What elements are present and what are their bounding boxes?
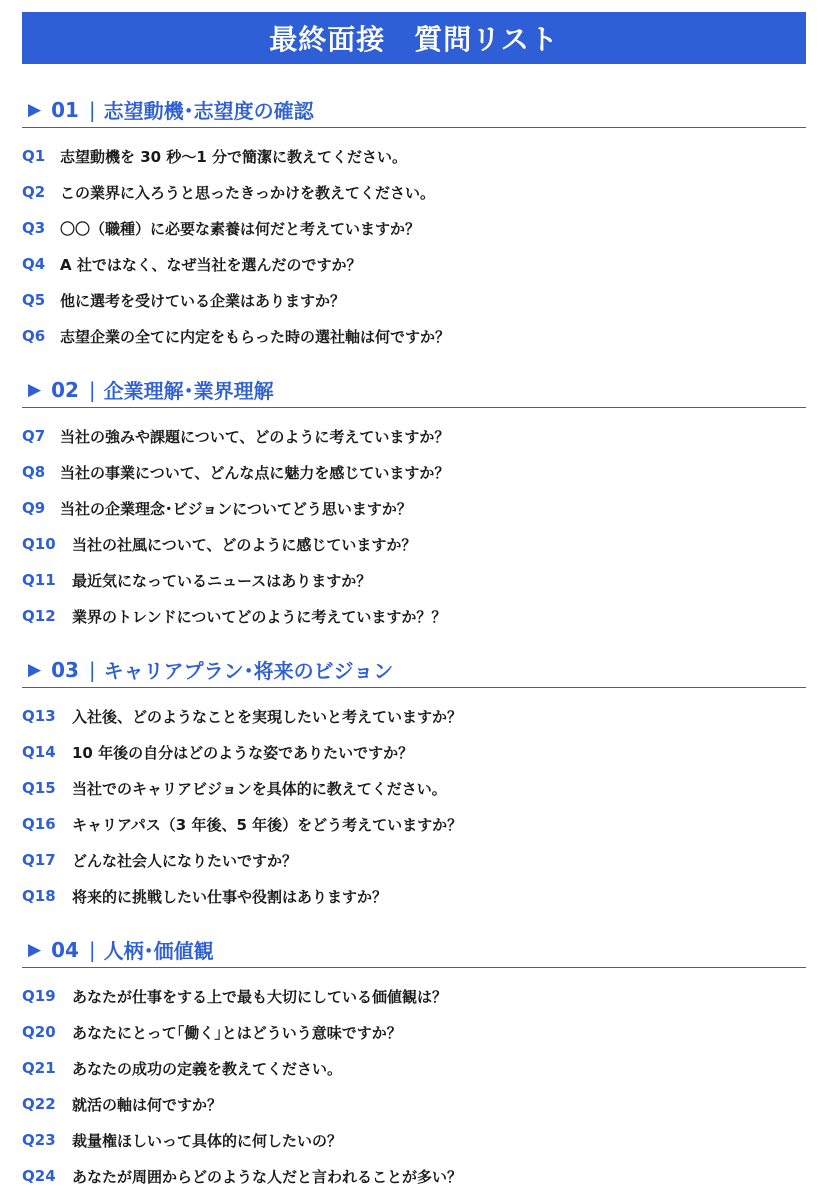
question-number: Q7 — [22, 427, 46, 445]
question-list — [22, 138, 806, 354]
question-item — [22, 562, 806, 598]
question-text: 志望動機を 30 秒〜1 分で簡潔に教えてください。 — [60, 147, 407, 166]
question-text: 当社でのキャリアビジョンを具体的に教えてください。 — [72, 779, 447, 798]
question-text: 他に選考を受けている企業はありますか？ — [60, 291, 346, 310]
section-03 — [22, 652, 806, 914]
section-number: 04 — [51, 937, 79, 962]
question-text: あなたにとって｢働く｣とはどういう意味ですか？ — [72, 1023, 402, 1042]
section-header — [22, 932, 806, 968]
question-number: Q18 — [22, 887, 56, 905]
question-item — [22, 1086, 806, 1122]
question-text: 最近気になっているニュースはありますか？ — [72, 571, 372, 590]
question-item — [22, 770, 806, 806]
section-04 — [22, 932, 806, 1194]
question-text: 将来的に挑戦したい仕事や役割はありますか？ — [72, 887, 388, 906]
section-01 — [22, 92, 806, 354]
question-number: Q17 — [22, 851, 56, 869]
question-text: キャリアパス（3 年後、5 年後）をどう考えていますか？ — [72, 815, 463, 834]
question-number: Q11 — [22, 571, 56, 589]
question-text: 業界のトレンドについてどのように考えていますか？？ — [72, 607, 447, 626]
question-number: Q4 — [22, 255, 46, 273]
question-number: Q23 — [22, 1131, 56, 1149]
triangle-marker-icon: ▶ — [28, 939, 42, 960]
question-item — [22, 174, 806, 210]
question-item — [22, 842, 806, 878]
question-item — [22, 454, 806, 490]
question-number: Q21 — [22, 1059, 56, 1077]
question-text: 就活の軸は何ですか？ — [72, 1095, 223, 1114]
question-text: 入社後、どのようなことを実現したいと考えていますか？ — [72, 707, 463, 726]
section-separator: | — [88, 937, 96, 962]
question-number: Q12 — [22, 607, 56, 625]
section-02 — [22, 372, 806, 634]
question-list — [22, 978, 806, 1194]
question-text: 10 年後の自分はどのような姿でありたいですか？ — [72, 743, 414, 762]
question-number: Q19 — [22, 987, 56, 1005]
section-header — [22, 372, 806, 408]
page-title: 最終面接 質問リスト — [269, 23, 559, 56]
question-item — [22, 1014, 806, 1050]
question-item — [22, 318, 806, 354]
section-number: 01 — [51, 97, 79, 122]
question-item — [22, 526, 806, 562]
question-number: Q1 — [22, 147, 46, 165]
title-banner — [22, 12, 806, 64]
question-item — [22, 734, 806, 770]
question-text: この業界に入ろうと思ったきっかけを教えてください。 — [60, 183, 436, 202]
question-number: Q20 — [22, 1023, 56, 1041]
question-number: Q6 — [22, 327, 46, 345]
question-list — [22, 418, 806, 634]
question-number: Q5 — [22, 291, 46, 309]
section-title: 人柄･価値観 — [103, 939, 214, 963]
question-item — [22, 418, 806, 454]
question-item — [22, 598, 806, 634]
question-list — [22, 698, 806, 914]
triangle-marker-icon: ▶ — [28, 659, 42, 680]
section-title: キャリアプラン･将来のビジョン — [103, 659, 394, 683]
question-text: あなたの成功の定義を教えてください。 — [72, 1059, 343, 1078]
question-number: Q13 — [22, 707, 56, 725]
section-header — [22, 92, 806, 128]
question-text: 当社の企業理念･ビジョンについてどう思いますか？ — [60, 499, 412, 518]
question-item — [22, 490, 806, 526]
section-title: 企業理解･業界理解 — [103, 379, 274, 403]
triangle-marker-icon: ▶ — [28, 379, 42, 400]
question-item — [22, 246, 806, 282]
question-text: 裁量権ほしいって具体的に何したいの？ — [72, 1131, 343, 1150]
question-text: 〇〇（職種）に必要な素養は何だと考えていますか？ — [60, 219, 421, 238]
section-separator: | — [88, 657, 96, 682]
question-text: あなたが周囲からどのような人だと言われることが多い？ — [72, 1167, 463, 1186]
question-text: 当社の社風について、どのように感じていますか？ — [72, 535, 417, 554]
question-number: Q10 — [22, 535, 56, 553]
section-header — [22, 652, 806, 688]
question-item — [22, 282, 806, 318]
question-text: 当社の強みや課題について、どのように考えていますか？ — [60, 427, 450, 446]
question-item — [22, 978, 806, 1014]
question-number: Q14 — [22, 743, 56, 761]
question-item — [22, 1050, 806, 1086]
question-number: Q3 — [22, 219, 46, 237]
question-text: どんな社会人になりたいですか？ — [72, 851, 298, 870]
question-item — [22, 138, 806, 174]
question-item — [22, 210, 806, 246]
question-number: Q24 — [22, 1167, 56, 1185]
question-number: Q15 — [22, 779, 56, 797]
question-item — [22, 698, 806, 734]
section-number: 03 — [51, 657, 79, 682]
question-number: Q16 — [22, 815, 56, 833]
question-text: 当社の事業について、どんな点に魅力を感じていますか？ — [60, 463, 450, 482]
question-text: あなたが仕事をする上で最も大切にしている価値観は？ — [72, 987, 448, 1006]
question-item — [22, 878, 806, 914]
section-number: 02 — [51, 377, 79, 402]
question-item — [22, 806, 806, 842]
question-text: A 社ではなく、なぜ当社を選んだのですか？ — [60, 255, 362, 274]
question-number: Q8 — [22, 463, 46, 481]
question-number: Q22 — [22, 1095, 56, 1113]
section-separator: | — [88, 97, 96, 122]
section-title: 志望動機･志望度の確認 — [103, 99, 314, 123]
triangle-marker-icon: ▶ — [28, 99, 42, 120]
question-text: 志望企業の全てに内定をもらった時の選社軸は何ですか？ — [60, 327, 451, 346]
question-item — [22, 1158, 806, 1194]
question-number: Q9 — [22, 499, 46, 517]
question-number: Q2 — [22, 183, 46, 201]
section-separator: | — [88, 377, 96, 402]
question-item — [22, 1122, 806, 1158]
